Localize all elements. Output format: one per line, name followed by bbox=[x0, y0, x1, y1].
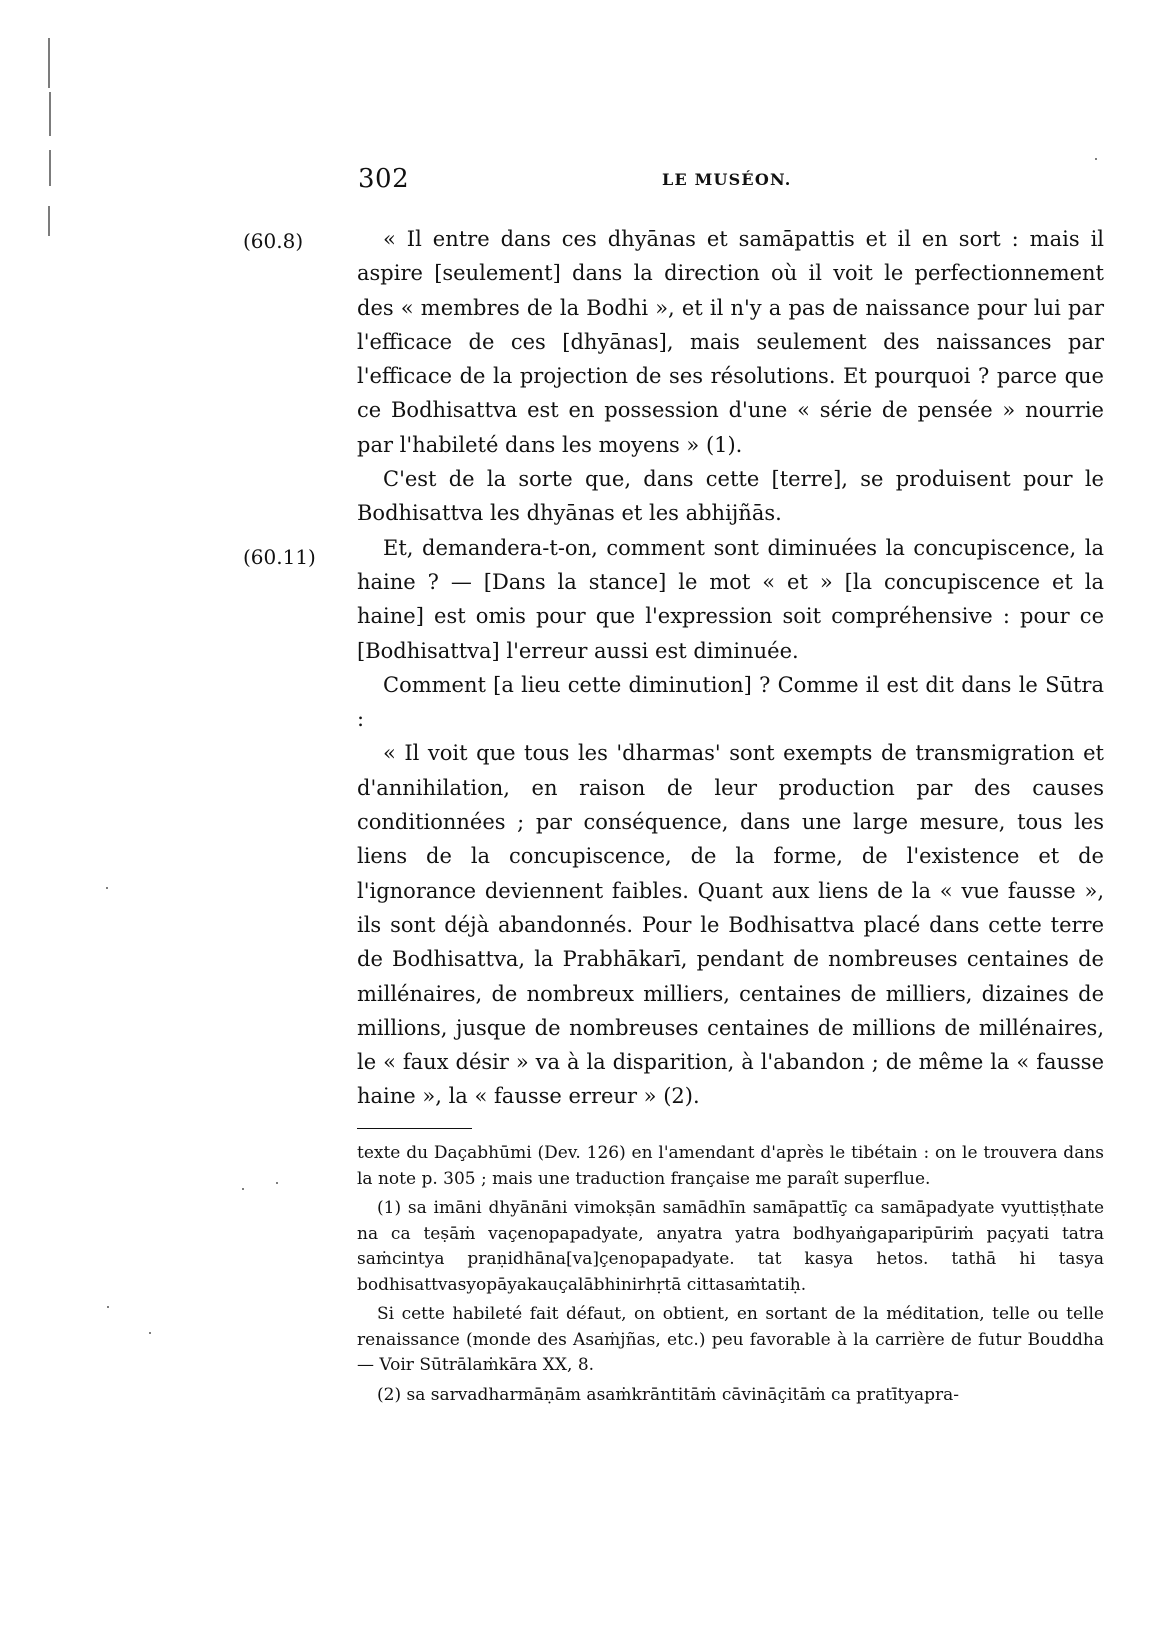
scan-speck bbox=[1095, 158, 1097, 160]
main-text bbox=[357, 222, 1104, 1114]
paragraph: Et, demandera-t-on, comment sont diminuées la concupiscence, la haine ? — [Dans la stance] le mot « et » [la concupiscence et la haine] est omis pour que l'expression soit compréhensive : pour ce [Bodhisattva] l'erreur aussi est diminuée. bbox=[357, 535, 1104, 663]
scan-speck bbox=[106, 887, 108, 889]
scan-speck bbox=[149, 1332, 151, 1334]
footnote: Si cette habileté fait défaut, on obtient, en sortant de la méditation, telle ou telle renaissance (monde des Asaṁjñas, etc.) peu favorable à la carrière de futur Bouddha — Voir Sūtrālaṁkāra XX, 8. bbox=[357, 1304, 1104, 1375]
footnotes bbox=[357, 1141, 1104, 1412]
margin-reference: (60.11) bbox=[243, 545, 316, 569]
scan-speck bbox=[276, 1182, 278, 1184]
scan-mark bbox=[49, 92, 51, 136]
scan-speck bbox=[107, 1306, 109, 1308]
footnote-rule bbox=[357, 1128, 472, 1129]
paragraph: C'est de la sorte que, dans cette [terre], se produisent pour le Bodhisattva les dhyānas et les abhijñās. bbox=[357, 467, 1104, 526]
paragraph: « Il entre dans ces dhyānas et samāpattis et il en sort : mais il aspire [seulement] dans la direction où il voit le perfectionnement des « membres de la Bodhi », et il n'y a pas de naissance pour lui par l'efficace de ces [dhyānas], mais seulement des naissances par l'efficace de la projection de ses résolutions. Et pourquoi ? parce que ce Bodhisattva est en possession d'une « série de pensée » nourrie par l'habileté dans les moyens » (1). bbox=[357, 227, 1104, 457]
margin-reference: (60.8) bbox=[243, 229, 304, 253]
paragraph: « Il voit que tous les 'dharmas' sont exempts de transmigration et d'annihilation, en raison de leur production par des causes conditionnées ; par conséquence, dans une large mesure, tous les liens de la concupiscence, de la forme, de l'existence et de l'ignorance deviennent faibles. Quant aux liens de la « vue fausse », ils sont déjà abandonnés. Pour le Bodhisattva placé dans cette terre de Bodhisattva, la Prabhākarī, pendant de nombreuses centaines de millénaires, de nombreux milliers, centaines de milliers, dizaines de millions, jusque de nombreuses centaines de millions de millénaires, le « faux désir » va à la disparition, à l'abandon ; de même la « fausse haine », la « fausse erreur » (2). bbox=[357, 741, 1104, 1109]
footnote: (2) sa sarvadharmāṇām asaṁkrāntitāṁ cāvināçitāṁ ca pratītyapra- bbox=[377, 1384, 959, 1405]
footnote: texte du Daçabhūmi (Dev. 126) en l'amendant d'après le tibétain : on le trouvera dans la note p. 305 ; mais une traduction française me paraît superflue. bbox=[357, 1143, 1104, 1189]
footnote: (1) sa imāni dhyānāni vimokṣān samādhīn samāpattīç ca samāpadyate vyuttiṣṭhate na ca teṣāṁ vaçenopapadyate, anyatra yatra bodhyaṅgaparipūriṁ paçyati tatra saṁcintya praṇidhāna[va]çenopapadyate. tat kasya hetos. tathā hi tasya bodhisattvasyopāyakauçalābhinirhṛtā cittasaṁtatiḥ. bbox=[357, 1198, 1104, 1295]
scan-mark bbox=[48, 206, 50, 236]
scan-mark bbox=[48, 38, 50, 88]
running-head: LE MUSÉON. bbox=[662, 170, 792, 189]
paragraph: Comment [a lieu cette diminution] ? Comme il est dit dans le Sūtra : bbox=[357, 672, 1104, 732]
page-number: 302 bbox=[358, 164, 410, 194]
scan-mark bbox=[49, 150, 51, 186]
scan-speck bbox=[242, 1188, 244, 1190]
